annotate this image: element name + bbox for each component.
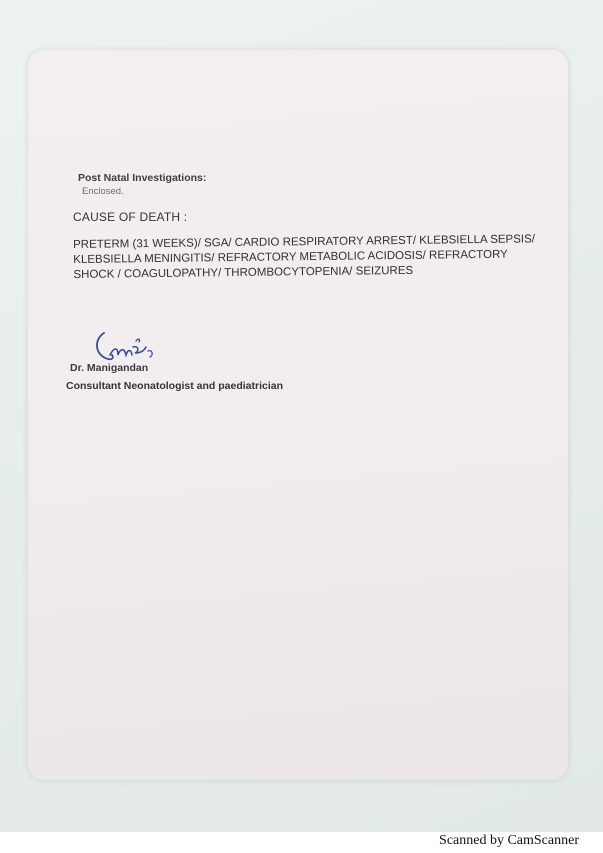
doctor-name: Dr. Manigandan	[70, 362, 149, 374]
cause-of-death-line: PRETERM (31 WEEKS)/ SGA/ CARDIO RESPIRATORY ARREST/ KLEBSIELLA SEPSIS/	[73, 233, 535, 251]
cause-of-death-title: CAUSE OF DEATH :	[73, 210, 188, 224]
post-natal-investigations-label: Post Natal Investigations:	[78, 172, 207, 184]
camscanner-watermark: Scanned by CamScanner	[439, 833, 579, 848]
document-page	[28, 50, 568, 780]
cause-of-death-line: SHOCK / COAGULOPATHY/ THROMBOCYTOPENIA/ SEIZURES	[73, 264, 414, 281]
post-natal-investigations-value: Enclosed.	[82, 186, 124, 197]
doctor-signature	[90, 325, 160, 365]
cause-of-death-text	[73, 232, 574, 283]
cause-of-death-line: KLEBSIELLA MENINGITIS/ REFRACTORY METABOLIC ACIDOSIS/ REFRACTORY	[73, 248, 508, 266]
doctor-title: Consultant Neonatologist and paediatrician	[66, 380, 284, 392]
